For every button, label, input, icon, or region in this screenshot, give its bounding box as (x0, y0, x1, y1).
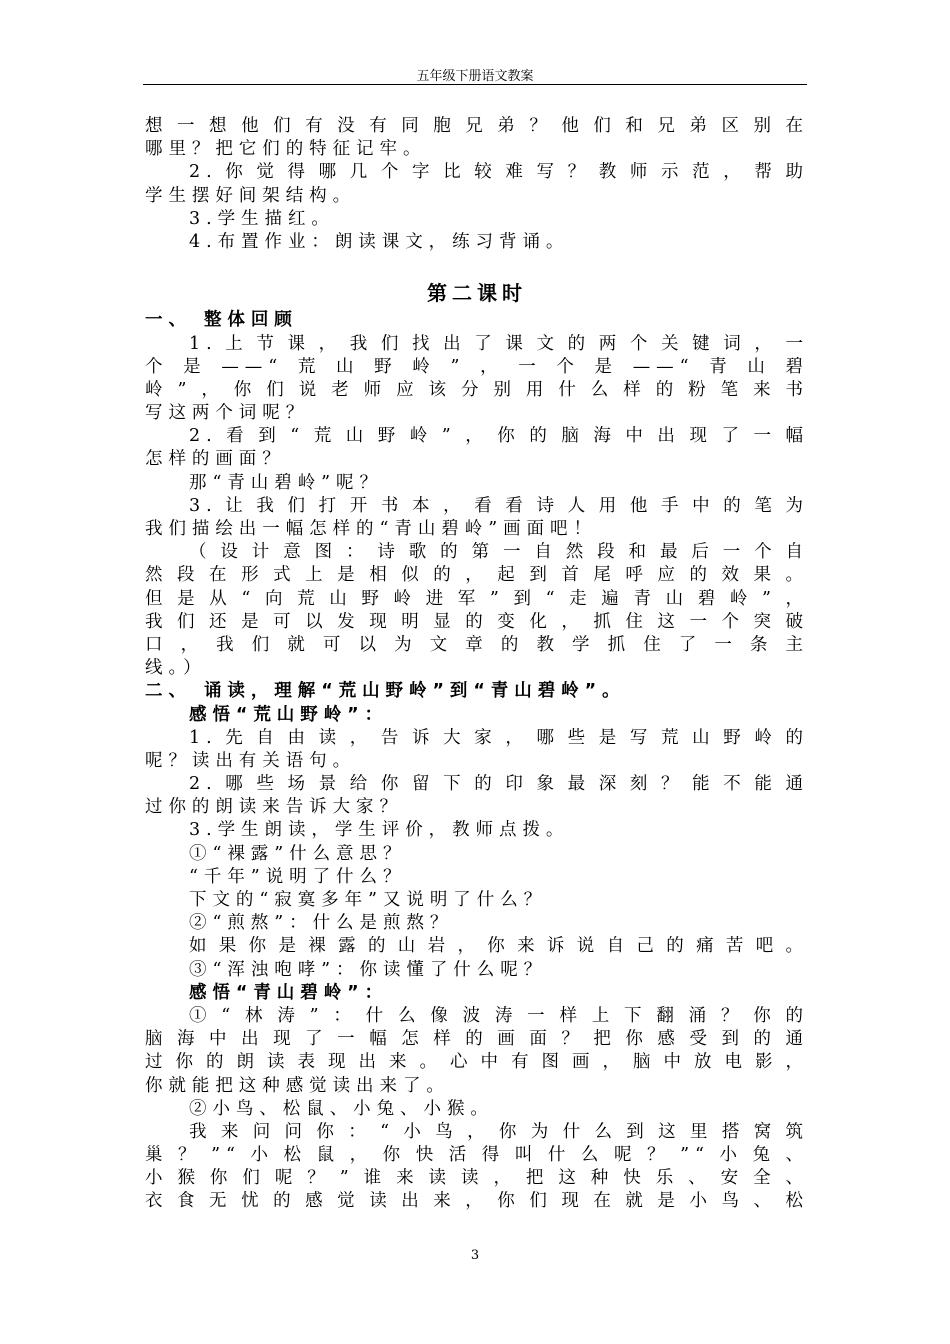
document-body (145, 115, 809, 1214)
text-line: 我来问问你：“小鸟，你为什么到这里搭窝筑 (189, 1121, 809, 1142)
text-line: 但是从“向荒山野岭进军”到“走遍青山碧岭”， (145, 588, 809, 609)
text-line: 巢？”“小松鼠，你快活得叫什么呢？”“小兔、 (145, 1145, 809, 1166)
section-heading: 二、 诵读，理解“荒山野岭”到“青山碧岭”。 (145, 681, 626, 702)
text-line: 线。） (145, 658, 207, 679)
text-line: 口，我们就可以为文章的教学抓住了一条主 (145, 634, 809, 655)
text-line: 我们还是可以发现明显的变化，抓住这一个突破 (145, 611, 809, 632)
text-line: 小猴你们呢？”谁来读读，把这种快乐、安全、 (145, 1168, 809, 1189)
subsection-heading: 感悟“荒山野岭”： (189, 704, 389, 725)
page-number: 3 (470, 1248, 480, 1263)
text-line: 如果你是裸露的山岩，你来诉说自己的痛苦吧。 (189, 936, 809, 957)
spacer (145, 254, 809, 277)
text-line: 过你的朗读来告诉大家？ (145, 797, 403, 818)
text-line: 想一想他们有没有同胞兄弟？他们和兄弟区别在 (145, 116, 809, 136)
text-line: 2.哪些场景给你留下的印象最深刻？能不能通 (189, 774, 809, 795)
text-line: 过你的朗读表现出来。心中有图画，脑中放电影， (145, 1052, 809, 1073)
text-line: 1.上节课，我们找出了课文的两个关键词，一 (189, 333, 809, 354)
text-line: 怎样的画面？ (145, 449, 286, 470)
text-line: ②“煎熬”：什么是煎熬？ (189, 913, 454, 934)
text-line: ①“裸露”什么意思？ (189, 843, 407, 864)
text-line: 学生摆好间架结构。 (145, 185, 357, 206)
text-line: ①“林涛”：什么像波涛一样上下翻涌？你的 (189, 1005, 809, 1026)
subsection-heading: 感悟“青山碧岭”： (189, 982, 389, 1003)
text-line: 2.你觉得哪几个字比较难写？教师示范，帮助 (189, 162, 809, 183)
text-line: 然段在形式上是相似的，起到首尾呼应的效果。 (145, 565, 809, 586)
text-line: ②小鸟、松鼠、小兔、小猴。 (189, 1098, 494, 1119)
text-line: 哪里？把它们的特征记牢。 (145, 139, 427, 160)
text-line: 3.让我们打开书本，看看诗人用他手中的笔为 (189, 495, 809, 516)
text-line: 你就能把这种感觉读出来了。 (145, 1075, 450, 1096)
text-line: 脑海中出现了一幅怎样的画面？把你感受到的通 (145, 1029, 809, 1050)
section-heading: 一、 整体回顾 (145, 310, 298, 331)
text-line: 个是——“荒山野岭”，一个是——“青山碧 (145, 356, 809, 377)
text-line: 3.学生朗读，学生评价，教师点拨。 (189, 820, 570, 841)
text-line: 我们描绘出一幅怎样的“青山碧岭”画面吧！ (145, 519, 597, 539)
text-line: 那“青山碧岭”呢？ (189, 472, 383, 493)
text-line: “千年”说明了什么？ (189, 866, 407, 887)
text-line: 下文的“寂寞多年”又说明了什么？ (189, 890, 548, 910)
text-line: 3.学生描红。 (189, 208, 335, 229)
text-line: 岭”，你们说老师应该分别用什么样的粉笔来书 (145, 379, 809, 400)
header-rule (143, 84, 807, 85)
text-line: 呢？读出有关语句。 (145, 750, 357, 771)
text-line: ③“浑浊咆哮”：你读懂了什么呢？ (189, 959, 548, 980)
text-line: （设计意图：诗歌的第一自然段和最后一个自 (189, 542, 809, 563)
text-line: 衣食无忧的感觉读出来，你们现在就是小鸟、松 (145, 1191, 809, 1212)
page-header: 五年级下册语文教案 (416, 69, 534, 84)
text-line: 1.先自由读，告诉大家，哪些是写荒山野岭的 (189, 727, 809, 748)
text-line: 2.看到“荒山野岭”，你的脑海中出现了一幅 (189, 426, 809, 447)
text-line: 4.布置作业：朗读课文，练习背诵。 (189, 231, 570, 252)
text-line: 写这两个词呢？ (145, 403, 310, 424)
lesson-title: 第二课时 (427, 281, 527, 306)
